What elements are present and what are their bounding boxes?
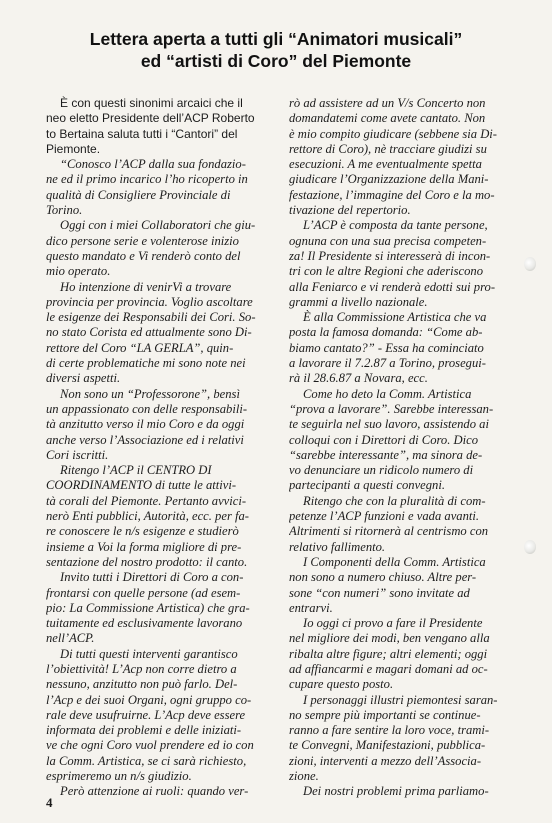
text-line: È con questi sinonimi arcaici che il	[60, 96, 243, 110]
text-line: Dei nostri problemi prima parliamo-	[303, 784, 489, 799]
text-line: l’Acp e dei suoi Organi, ogni gruppo co-	[46, 692, 252, 707]
text-line: no sempre più importanti se continue-	[289, 707, 481, 722]
text-line: re conoscere le n/s esigenze e studierò	[46, 524, 239, 539]
left-text-column	[46, 96, 286, 800]
text-line: Piemonte.	[46, 141, 101, 156]
text-line: dico persone serie e volenterose inizio	[46, 233, 239, 248]
text-line: di certe problematiche mi sono note nei	[46, 356, 246, 371]
text-line: entrarvi.	[289, 600, 333, 615]
text-line: questo mandato e Vi renderò conto del	[46, 248, 241, 263]
text-line: to Bertaina saluta tutti i “Cantori” del	[46, 126, 238, 141]
text-line: anche verso l’Associazione ed i relativi	[46, 432, 244, 447]
text-line: rà il 28.6.87 a Novara, ecc.	[289, 371, 428, 386]
text-line: Invito tutti i Direttori di Coro a con-	[60, 570, 244, 585]
text-line: posta la famosa domanda: “Come ab-	[289, 325, 483, 340]
text-line: I personaggi illustri piemontesi saran-	[303, 692, 498, 707]
text-line: informata dei problemi e delle iniziati-	[46, 723, 242, 738]
text-line: provincia per provincia. Voglio ascoltare	[46, 294, 253, 309]
text-line: nell’ACP.	[46, 631, 95, 646]
text-line: festazione, l’immagine del Coro e la mo-	[289, 187, 495, 202]
text-line: nel migliore dei modi, ben vengano alla	[289, 631, 490, 646]
binder-hole	[524, 257, 536, 271]
text-line: insieme a Voi la forma migliore di pre-	[46, 539, 242, 554]
text-line: colloqui con i Direttori di Coro. Dico	[289, 432, 479, 447]
text-line: te Convegni, Manifestazioni, pubblica-	[289, 738, 486, 753]
text-line: Non sono un “Professorone”, bensì	[60, 386, 240, 401]
text-line: Ritengo che con la pluralità di com-	[303, 493, 486, 508]
text-line: frontarsi con quelle persone (ad esem-	[46, 585, 241, 600]
text-line: le esigenze dei Responsabili dei Cori. So-	[46, 310, 256, 325]
text-line: tà corali del Piemonte. Pertanto avvici-	[46, 493, 247, 508]
text-line: la Comm. Artistica, se ci sarà richiesto,	[46, 753, 247, 768]
text-line: biamo cantato?” - Essa ha cominciato	[289, 340, 484, 355]
text-line: domandatemi come avete cantato. Non	[289, 111, 486, 126]
text-line: Ritengo l’ACP il CENTRO DI	[60, 463, 212, 478]
title-line-1: Lettera aperta a tutti gli “Animatori musicali”	[89, 29, 463, 49]
text-line: a lavorare il 7.2.87 a Torino, prosegui-	[289, 356, 486, 371]
text-line: non sono a numero chiuso. Altre per-	[289, 570, 477, 585]
text-line: diversi aspetti.	[46, 371, 121, 386]
text-line: qualità di Consigliere Provinciale di	[46, 187, 231, 202]
text-line: neo eletto Presidente dell’ACP Roberto	[46, 111, 255, 126]
right-text-column	[289, 96, 534, 800]
article-title	[0, 28, 552, 72]
binder-hole	[524, 540, 536, 554]
text-line: tri con le altre Regioni che aderiscono	[289, 264, 483, 279]
text-line: Torino.	[46, 203, 83, 218]
text-line: rettore del Coro “LA GERLA”, quin-	[46, 340, 234, 355]
text-line: te seguirla nel suo lavoro, assistendo ai	[289, 417, 489, 432]
text-line: no stato Corista ed attualmente sono Di-	[46, 325, 252, 340]
text-line: rale deve usufruirne. L’Acp deve essere	[46, 707, 246, 722]
text-line: mio operato.	[46, 264, 111, 279]
text-line: giudicare l’Organizzazione della Mani-	[289, 172, 489, 187]
text-line: L’ACP è composta da tante persone,	[303, 218, 488, 233]
text-line: tuitamente ed esclusivamente lavorano	[46, 616, 243, 631]
text-line: relativo fallimento.	[289, 539, 386, 554]
text-line: sone “con numeri” sono invitate ad	[289, 585, 470, 600]
text-line: cupare questo posto.	[289, 677, 394, 692]
text-line: ad affiancarmi e magari domani ad oc-	[289, 661, 488, 676]
text-line: l’obiettività! L’Acp non corre dietro a	[46, 661, 237, 676]
text-line: esecuzioni. A me eventualmente spetta	[289, 157, 482, 172]
text-line: Ho intenzione di venirVi a trovare	[60, 279, 232, 294]
text-line: ranno a fare sentire la loro voce, trami-	[289, 723, 490, 738]
text-line: “prova a lavorare”. Sarebbe interessan-	[289, 401, 494, 416]
text-line: Però attenzione ai ruoli: quando ver-	[60, 784, 249, 799]
text-line: tà anzitutto verso il mio Coro e da oggi	[46, 417, 245, 432]
text-line: ribalta altre figure; altri elementi; oggi	[289, 646, 488, 661]
text-line: rò ad assistere ad un V/s Concerto non	[289, 96, 486, 110]
text-line: Cori iscritti.	[46, 447, 109, 462]
text-line: nessuno, anzitutto non può farlo. Del-	[46, 677, 238, 692]
text-line: È alla Commissione Artistica che va	[303, 310, 487, 325]
text-line: alla Feniarco e vi renderà edotti sui pro-	[289, 279, 496, 294]
text-line: ognuna con una sua precisa competen-	[289, 233, 487, 248]
text-line: Come ho deto la Comm. Artistica	[303, 386, 472, 401]
text-line: Altrimenti si ritornerà al centrismo con	[289, 524, 489, 539]
text-line: Oggi con i miei Collaboratori che giu-	[60, 218, 256, 233]
text-line: vo denunciare un ridicolo numero di	[289, 463, 474, 478]
text-line: za! Il Presidente si interesserà di incon-	[289, 248, 491, 263]
text-line: esprimeremo un n/s giudizio.	[46, 769, 192, 784]
title-line-2: ed “artisti di Coro” del Piemonte	[140, 51, 412, 71]
text-line: pio: La Commissione Artistica) che gra-	[46, 600, 250, 615]
text-line: un appassionato con delle responsabili-	[46, 401, 248, 416]
text-line: Di tutti questi interventi garantisco	[60, 646, 238, 661]
text-line: COORDINAMENTO di tutte le attivi-	[46, 478, 237, 493]
text-line: tivazione del repertorio.	[289, 203, 411, 218]
text-line: partecipanti a questi convegni.	[289, 478, 445, 493]
text-line: petenze l’ACP funzioni e vada avanti.	[289, 509, 480, 524]
text-line: “Conosco l’ACP dalla sua fondazio-	[60, 157, 246, 172]
text-line: sentazione del nostro prodotto: il canto.	[46, 554, 248, 569]
text-line: grammi a livello nazionale.	[289, 294, 428, 309]
text-line: ne ed il primo incarico l’ho ricoperto in	[46, 172, 248, 187]
page-number: 4	[46, 795, 53, 810]
text-line: zione.	[289, 769, 319, 784]
text-line: è mio compito giudicare (sebbene sia Di-	[289, 126, 497, 141]
text-line: zioni, interventi a mezzo dell’Associa-	[289, 753, 482, 768]
text-line: Io oggi ci provo a fare il Presidente	[303, 616, 483, 631]
text-line: rettore di Coro), nè tracciare giudizi su	[289, 141, 487, 156]
text-line: nerò Enti pubblici, Autorità, ecc. per fa-	[46, 509, 249, 524]
text-line: “sarebbe interessante”, ma sinora de-	[289, 447, 483, 462]
text-line: ve che ogni Coro vuol prendere ed io con	[46, 738, 254, 753]
text-line: I Componenti della Comm. Artistica	[303, 554, 486, 569]
